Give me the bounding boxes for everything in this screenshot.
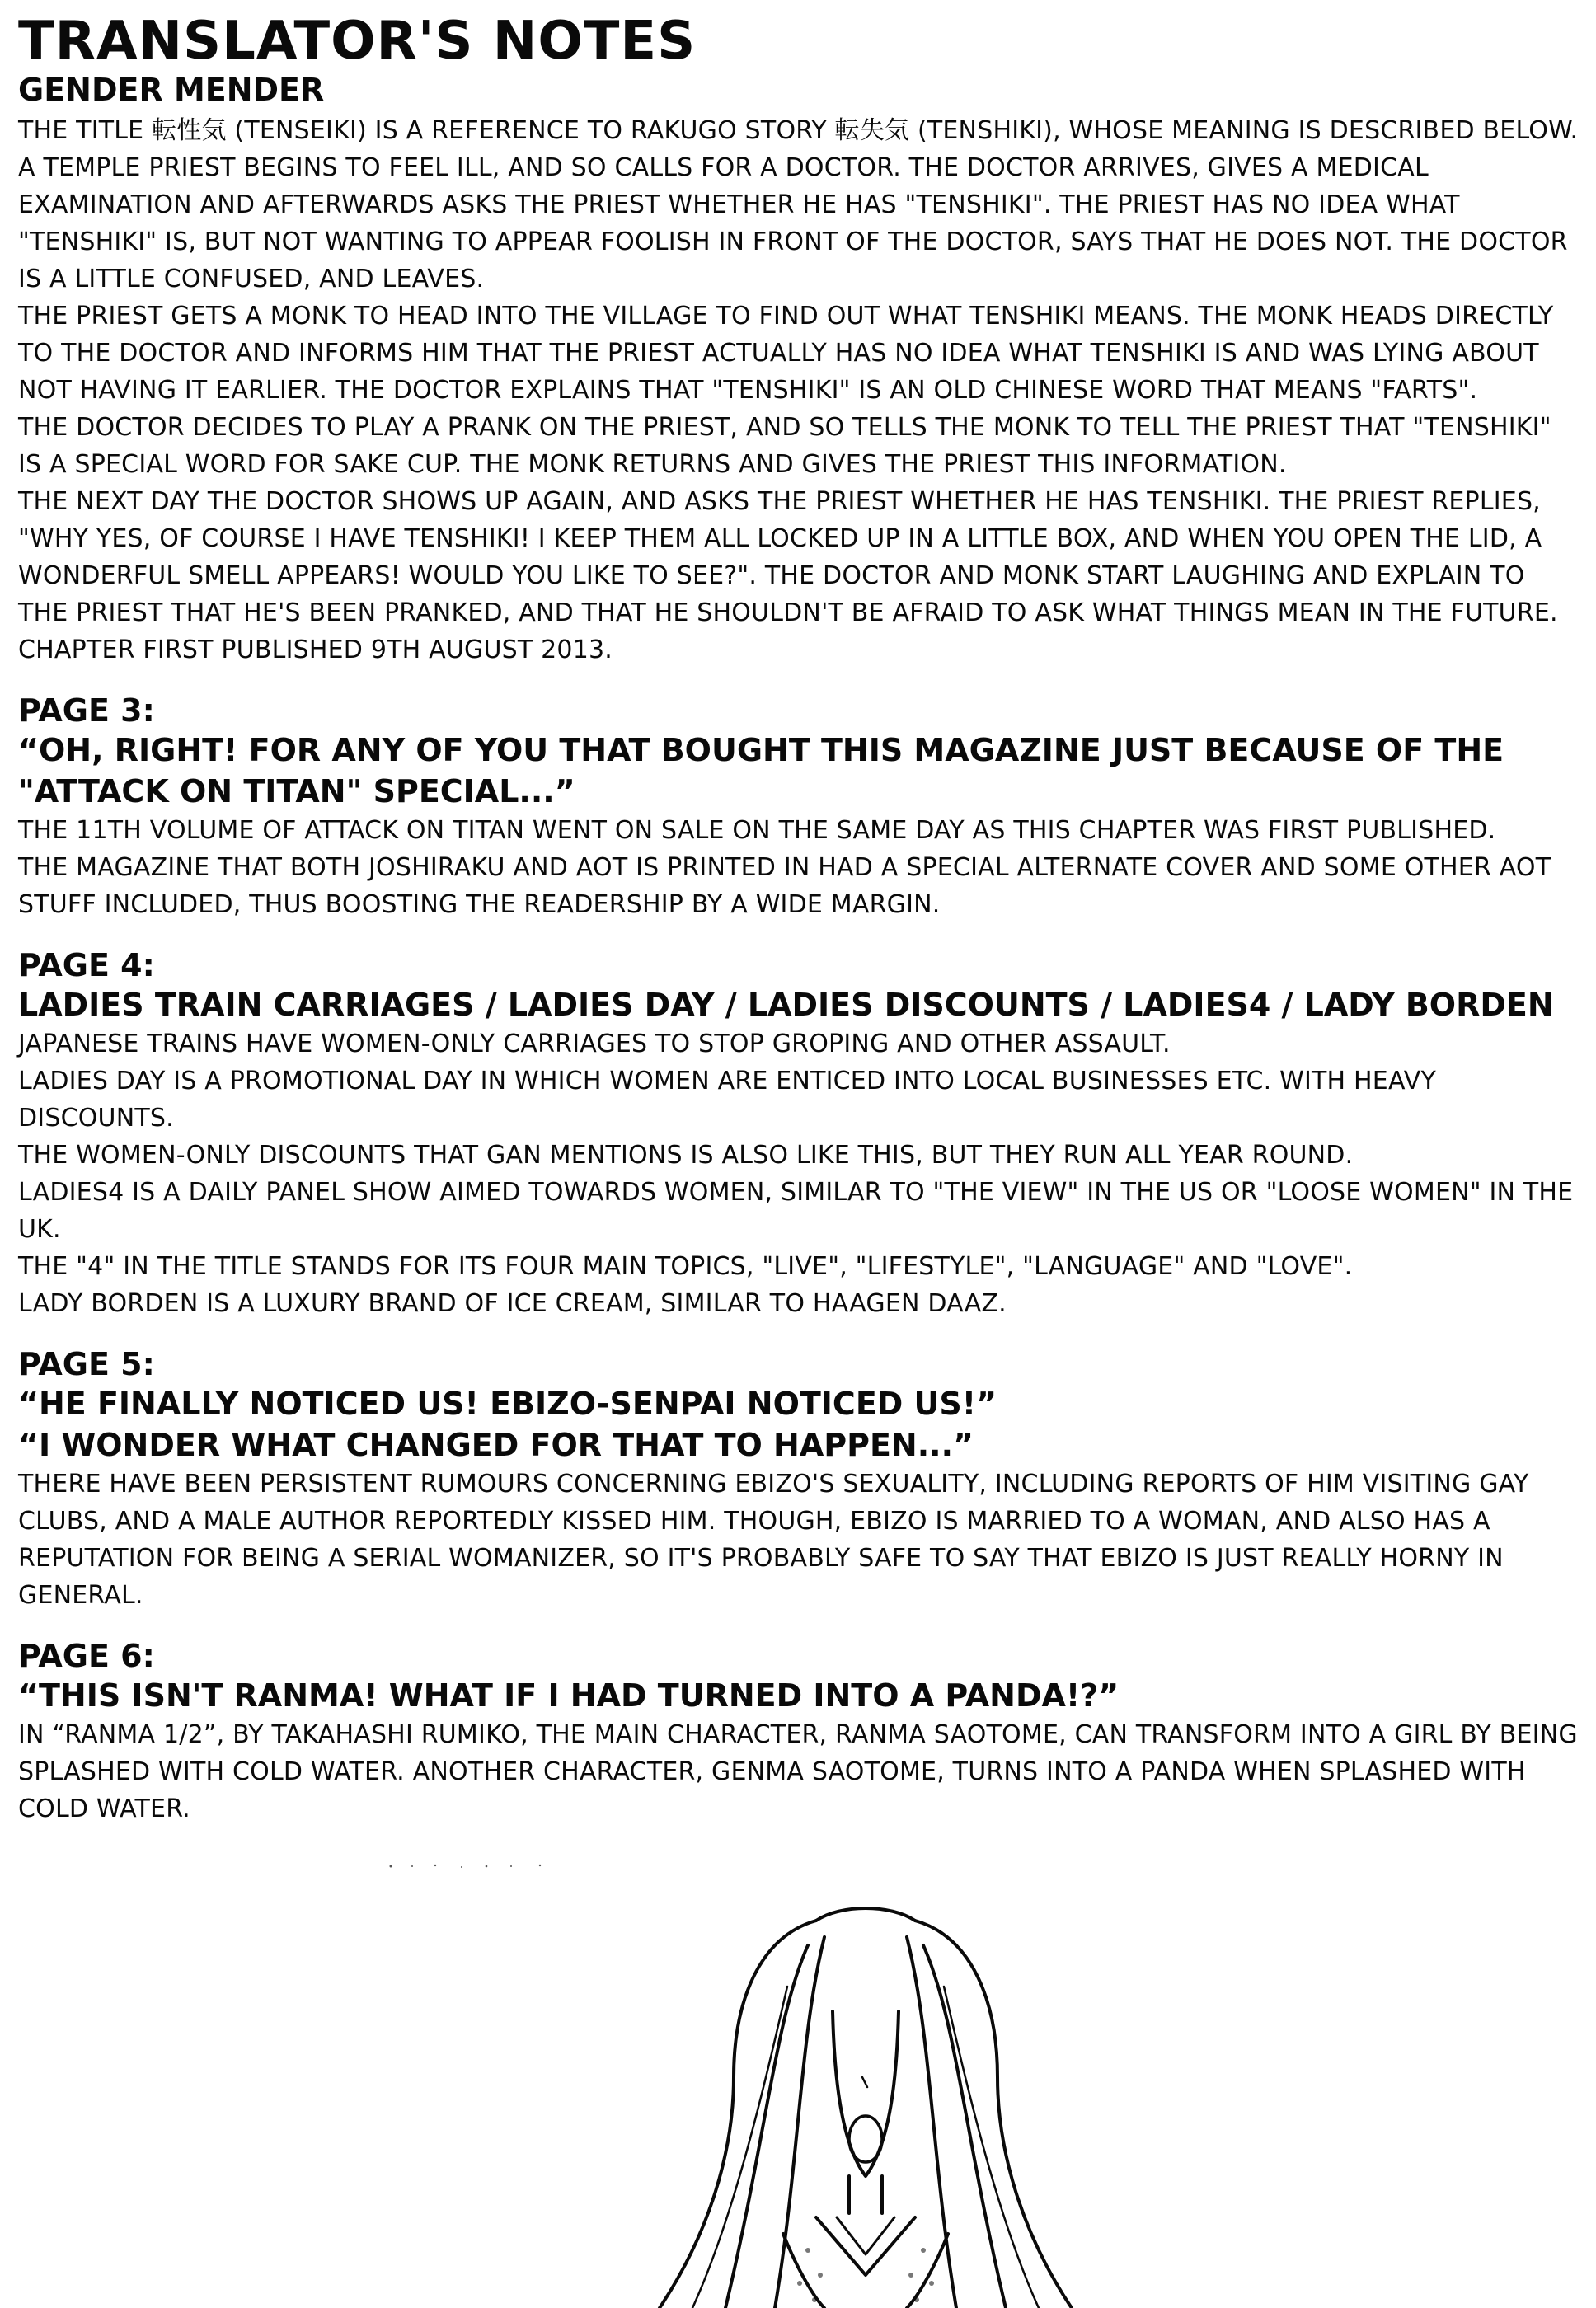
section-quote: “I WONDER WHAT CHANGED FOR THAT TO HAPPEN...”: [18, 1427, 974, 1463]
section-page-6: [18, 1637, 1580, 1827]
section-page-5: [18, 1345, 1580, 1614]
intro-paragraph: THE DOCTOR DECIDES TO PLAY A PRANK ON THE PRIEST, AND SO TELLS THE MONK TO TELL THE PRIEST THAT "TENSHIKI" IS A SPECIAL WORD FOR SAKE CUP. THE MONK RETURNS AND GIVES THE PRIEST THIS INFORMATION.: [18, 413, 1551, 479]
section-heading: PAGE 3:: [18, 692, 155, 729]
section-heading: PAGE 6:: [18, 1638, 155, 1674]
section-note: THE MAGAZINE THAT BOTH JOSHIRAKU AND AOT IS PRINTED IN HAD A SPECIAL ALTERNATE COVER AND SOME OTHER AOT STUFF INCLUDED, THUS BOOSTING THE READERSHIP BY A WIDE MARGIN.: [18, 853, 1551, 919]
section-note: THE "4" IN THE TITLE STANDS FOR ITS FOUR MAIN TOPICS, "LIVE", "LIFESTYLE", "LANGUAGE" AND "LOVE".: [18, 1252, 1353, 1281]
chapter-title: GENDER MENDER: [18, 72, 325, 108]
section-note: THERE HAVE BEEN PERSISTENT RUMOURS CONCERNING EBIZO'S SEXUALITY, INCLUDING REPORTS OF HIM VISITING GAY CLUBS, AND A MALE AUTHOR REPORTEDLY KISSED HIM. THOUGH, EBIZO IS MARRIED TO A WOMAN, AND ALSO HAS A REPUTATION FOR BEING A SERIAL WOMANIZER, SO IT'S PROBABLY SAFE TO SAY THAT EBIZO IS JUST REALLY HORNY IN GENERAL.: [18, 1470, 1529, 1610]
intro-paragraph: THE TITLE 転性気 (TENSEIKI) IS A REFERENCE TO RAKUGO STORY 転失気 (TENSHIKI), WHOSE MEANING IS DESCRIBED BELOW.: [18, 116, 1579, 145]
section-heading: PAGE 4:: [18, 947, 155, 983]
section-heading: PAGE 5:: [18, 1346, 155, 1382]
intro-paragraph: A TEMPLE PRIEST BEGINS TO FEEL ILL, AND SO CALLS FOR A DOCTOR. THE DOCTOR ARRIVES, GIVES A MEDICAL EXAMINATION AND AFTERWARDS ASKS THE PRIEST WHETHER HE HAS "TENSHIKI". THE PRIEST HAS NO IDEA WHAT "TENSHIKI" IS, BUT NOT WANTING TO APPEAR FOOLISH IN FRONT OF THE DOCTOR, SAYS THAT HE DOES NOT. THE DOCTOR IS A LITTLE CONFUSED, AND LEAVES.: [18, 153, 1568, 293]
section-quote: LADIES TRAIN CARRIAGES / LADIES DAY / LADIES DISCOUNTS / LADIES4 / LADY BORDEN: [18, 987, 1554, 1023]
section-note: LADIES DAY IS A PROMOTIONAL DAY IN WHICH WOMEN ARE ENTICED INTO LOCAL BUSINESSES ETC. WITH HEAVY DISCOUNTS.: [18, 1067, 1437, 1133]
section-quote: “HE FINALLY NOTICED US! EBIZO-SENPAI NOTICED US!”: [18, 1386, 998, 1422]
section-note: THE 11TH VOLUME OF ATTACK ON TITAN WENT ON SALE ON THE SAME DAY AS THIS CHAPTER WAS FIRST PUBLISHED.: [18, 816, 1496, 845]
section-page-4: [18, 946, 1580, 1322]
long-haired-character-illustration: [610, 1888, 1121, 2308]
publication-date: CHAPTER FIRST PUBLISHED 9TH AUGUST 2013.: [18, 636, 613, 664]
section-quote: “OH, RIGHT! FOR ANY OF YOU THAT BOUGHT THIS MAGAZINE JUST BECAUSE OF THE "ATTACK ON TITAN" SPECIAL...”: [18, 732, 1504, 809]
ink-speckle: [387, 1863, 552, 1869]
page-title: TRANSLATOR'S NOTES: [18, 11, 697, 72]
section-note: LADY BORDEN IS A LUXURY BRAND OF ICE CREAM, SIMILAR TO HAAGEN DAAZ.: [18, 1289, 1007, 1318]
section-note: JAPANESE TRAINS HAVE WOMEN-ONLY CARRIAGES TO STOP GROPING AND OTHER ASSAULT.: [18, 1030, 1171, 1058]
section-note: IN “RANMA 1/2”, BY TAKAHASHI RUMIKO, THE MAIN CHARACTER, RANMA SAOTOME, CAN TRANSFORM INTO A GIRL BY BEING SPLASHED WITH COLD WATER. ANOTHER CHARACTER, GENMA SAOTOME, TURNS INTO A PANDA WHEN SPLASHED WITH COLD WATER.: [18, 1720, 1578, 1823]
intro-paragraph: THE NEXT DAY THE DOCTOR SHOWS UP AGAIN, AND ASKS THE PRIEST WHETHER HE HAS TENSHIKI. THE PRIEST REPLIES, "WHY YES, OF COURSE I HAVE TENSHIKI! I KEEP THEM ALL LOCKED UP IN A LITTLE BOX, AND WHEN YOU OPEN THE LID, A WONDERFUL SMELL APPEARS! WOULD YOU LIKE TO SEE?". THE DOCTOR AND MONK START LAUGHING AND EXPLAIN TO THE PRIEST THAT HE'S BEEN PRANKED, AND THAT HE SHOULDN'T BE AFRAID TO ASK WHAT THINGS MEAN IN THE FUTURE.: [18, 487, 1558, 627]
section-note: THE WOMEN-ONLY DISCOUNTS THAT GAN MENTIONS IS ALSO LIKE THIS, BUT THEY RUN ALL YEAR ROUND.: [18, 1141, 1354, 1170]
intro-paragraph: THE PRIEST GETS A MONK TO HEAD INTO THE VILLAGE TO FIND OUT WHAT TENSHIKI MEANS. THE MONK HEADS DIRECTLY TO THE DOCTOR AND INFORMS HIM THAT THE PRIEST ACTUALLY HAS NO IDEA WHAT TENSHIKI IS AND WAS LYING ABOUT NOT HAVING IT EARLIER. THE DOCTOR EXPLAINS THAT "TENSHIKI" IS AN OLD CHINESE WORD THAT MEANS "FARTS".: [18, 302, 1554, 405]
section-page-3: [18, 692, 1580, 923]
intro-block: [18, 112, 1580, 668]
notes-page: [18, 12, 1580, 1827]
section-quote: “THIS ISN'T RANMA! WHAT IF I HAD TURNED INTO A PANDA!?”: [18, 1677, 1120, 1714]
section-note: LADIES4 IS A DAILY PANEL SHOW AIMED TOWARDS WOMEN, SIMILAR TO "THE VIEW" IN THE US OR "LOOSE WOMEN" IN THE UK.: [18, 1178, 1574, 1244]
